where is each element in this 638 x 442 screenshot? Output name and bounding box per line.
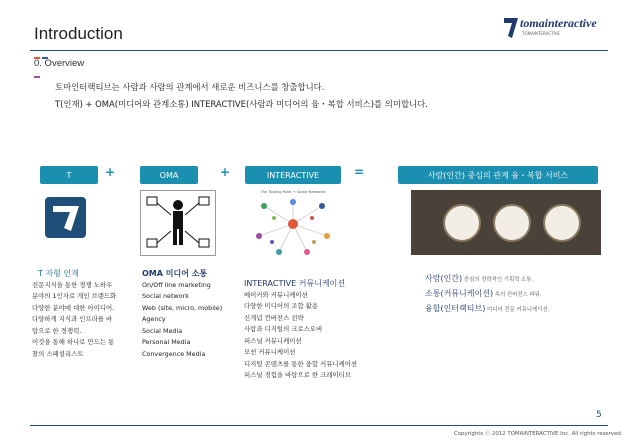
- plus-sign-1: +: [105, 165, 116, 179]
- network-graph-icon: [244, 194, 342, 258]
- slide-header: [0, 0, 638, 52]
- pill-interactive: INTERACTIVE: [245, 166, 341, 184]
- result-line-1-main: 사람(인간): [425, 274, 463, 283]
- pill-result: 사람(인간) 중심의 관계 융・복합 서비스: [398, 166, 598, 184]
- column-oma-line: Social network: [142, 292, 189, 300]
- t-logo-icon: [43, 195, 88, 240]
- column-oma-line: Personal Media: [142, 338, 191, 346]
- column-oma-line: Convergence Media: [142, 349, 206, 358]
- logo-subtext: TOMAINTERACTIVE: [522, 31, 560, 36]
- column-t-line: 다양하게 지식과 인프라를 바: [32, 315, 113, 323]
- column-t-header: T 자형 인재: [38, 269, 79, 278]
- equals-sign: =: [354, 165, 365, 179]
- column-oma-line: Web (site, micro, mobile): [142, 303, 223, 312]
- t-logo-image: [43, 195, 88, 240]
- pill-oma: OMA: [140, 166, 198, 184]
- clock-icon-1: [443, 204, 481, 242]
- column-t-line: 전문지식을 통한 경쟁 노하우: [32, 280, 113, 289]
- column-interactive-line: 다양한 미디어의 조합 활용: [244, 302, 319, 310]
- column-t-line: 탕으로 한 경쟁력.: [32, 326, 82, 335]
- logo-mark-icon: [502, 14, 520, 40]
- result-line-1-rest: 중심의 전략적인 기획력 소통.: [462, 277, 534, 283]
- logo-text: tomainteractive: [520, 16, 597, 30]
- column-interactive-line: 메이커와 커뮤니케이션: [244, 290, 308, 299]
- column-interactive-line: 모션 커뮤니케이션: [244, 348, 296, 356]
- column-oma-line: Social Media: [142, 326, 183, 335]
- result-line-2-main: 소통(커뮤니케이션): [425, 289, 494, 298]
- column-oma-line: Agency: [142, 315, 166, 323]
- social-network-image: [244, 190, 342, 260]
- column-t-line: 이것을 통해 하나로 만드는 통: [32, 338, 115, 346]
- column-interactive-line: 퍼스널 커뮤니케이션: [244, 336, 302, 345]
- column-oma: [142, 268, 222, 360]
- column-oma-header: OMA 미디어 소통: [142, 269, 208, 278]
- column-oma-line: On/Off line marketing: [142, 280, 211, 289]
- underline-dash-3: [34, 76, 40, 78]
- column-t-line: 찰의 스페셜리스트: [32, 349, 84, 358]
- clock-icon-2: [493, 204, 531, 242]
- column-t-line: 다양한 분야에 대한 아이디어.: [32, 303, 115, 312]
- pill-t: T: [40, 166, 98, 184]
- page-title: Introduction: [34, 24, 123, 43]
- intro-line-1: 토마인터랙티브는 사람과 사람의 관계에서 새로운 비즈니스를 창출합니다.: [55, 82, 325, 92]
- result-line-3: [425, 302, 549, 317]
- column-interactive-header: INTERACTIVE 커뮤니케이션: [244, 279, 346, 288]
- person-arrows-icon: [141, 191, 215, 255]
- result-line-3-main: 융합(인터랙티브): [425, 304, 486, 313]
- column-interactive-line: 디지털 콘텐츠를 통한 융합 커뮤니케이션: [244, 359, 358, 368]
- column-t-line: 분야의 1인자로 개인 브랜드화: [32, 292, 117, 300]
- column-interactive: [244, 278, 357, 382]
- column-interactive-line: 사람과 디지털의 크로스오버: [244, 325, 323, 333]
- network-image-title: The Tipping Point + Social Networks: [260, 190, 326, 194]
- column-t: [32, 268, 116, 360]
- intro-line-2: T(인재) + OMA(미디어와 관계소통) INTERACTIVE(사람과 미디어의 융・복합 서비스)를 의미합니다.: [55, 99, 428, 109]
- result-line-2: [425, 287, 549, 302]
- plus-sign-2: +: [220, 165, 231, 179]
- result-line-1: [425, 272, 549, 287]
- column-result: [425, 272, 549, 317]
- clocks-image: [411, 190, 601, 255]
- intro-text: [55, 79, 428, 113]
- oma-person-image: [140, 190, 216, 256]
- result-line-2-rest: 속의 컨버전스 파워.: [493, 292, 542, 298]
- section-subtitle: 0. Overview: [34, 58, 85, 69]
- footer-rule: [30, 425, 608, 426]
- clock-icon-3: [543, 204, 581, 242]
- copyright-text: Copyrights ⓒ 2012 TOMAINTERACTIVE Inc. All rights reserved.: [454, 431, 623, 437]
- title-underline: [34, 44, 56, 46]
- page-number: 5: [596, 410, 602, 420]
- column-interactive-line: 퍼스널 경험을 바탕으로 한 크레이티브: [244, 371, 351, 379]
- column-interactive-line: 신개념 컨버전스 전략: [244, 313, 304, 322]
- result-line-3-rest: 미디어 전문 커뮤니케이션.: [485, 307, 550, 313]
- company-logo: [502, 14, 614, 42]
- header-rule: [30, 50, 608, 51]
